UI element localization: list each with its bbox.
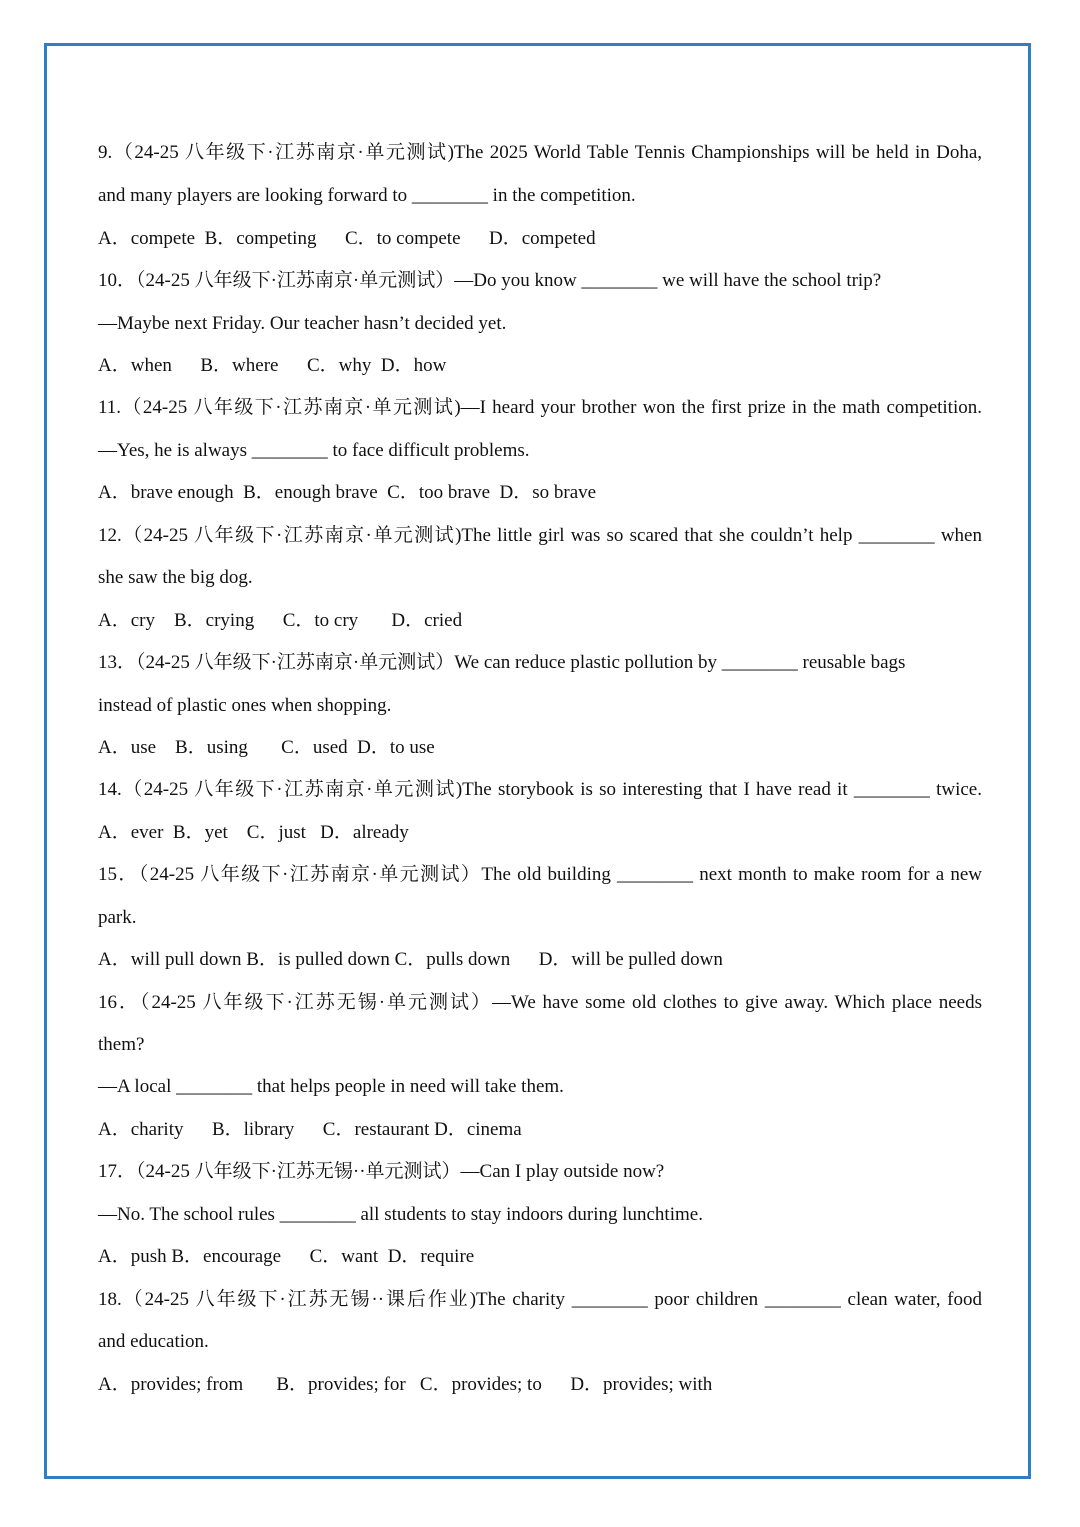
question-9-stem: 9.（24-25 八年级下·江苏南京·单元测试)The 2025 World Table Tennis Championships will be held in Doha, xyxy=(98,142,982,163)
question-18-options: A．provides; from B．provides; for C．provides; to D．provides; with xyxy=(98,1374,713,1395)
question-16-options: A．charity B．library C．restaurant D．cinema xyxy=(98,1119,522,1140)
question-14-stem: 14.（24-25 八年级下·江苏南京·单元测试)The storybook is so interesting that I have read it ________ twice. xyxy=(98,779,982,800)
question-13-stem-cont: instead of plastic ones when shopping. xyxy=(98,695,392,716)
question-12-options: A．cry B．crying C．to cry D．cried xyxy=(98,610,463,631)
question-15-options: A．will pull down B．is pulled down C．pulls down D．will be pulled down xyxy=(98,949,723,970)
question-17-options: A．push B．encourage C．want D．require xyxy=(98,1246,475,1267)
question-9-stem-cont: and many players are looking forward to ________ in the competition. xyxy=(98,185,636,206)
question-18-stem-cont: and education. xyxy=(98,1331,209,1352)
question-15-stem-cont: park. xyxy=(98,907,137,928)
question-11-options: A．brave enough B．enough brave C．too brave D．so brave xyxy=(98,482,597,503)
question-12-stem-cont: she saw the big dog. xyxy=(98,567,253,588)
question-10-options: A．when B．where C．why D．how xyxy=(98,355,447,376)
question-15-stem: 15．（24-25 八年级下·江苏南京·单元测试）The old building ________ next month to make room for a new xyxy=(98,864,982,885)
question-18-stem: 18.（24-25 八年级下·江苏无锡··课后作业)The charity ________ poor children ________ clean water, food xyxy=(98,1289,982,1310)
question-11-stem: 11.（24-25 八年级下·江苏南京·单元测试)—I heard your brother won the first prize in the math competition. xyxy=(98,397,982,418)
question-16-stem-cont2: —A local ________ that helps people in need will take them. xyxy=(98,1076,564,1097)
question-13-options: A．use B．using C．used D．to use xyxy=(98,737,435,758)
question-16-stem: 16．（24-25 八年级下·江苏无锡·单元测试）—We have some old clothes to give away. Which place needs xyxy=(98,992,982,1013)
question-10-stem: 10．（24-25 八年级下·江苏南京·单元测试）—Do you know ________ we will have the school trip? xyxy=(98,270,882,291)
question-17-stem-cont: —No. The school rules ________ all students to stay indoors during lunchtime. xyxy=(98,1204,703,1225)
question-14-options: A．ever B．yet C．just D．already xyxy=(98,822,409,843)
question-17-stem: 17．（24-25 八年级下·江苏无锡··单元测试）—Can I play outside now? xyxy=(98,1161,665,1182)
question-16-stem-cont: them? xyxy=(98,1034,145,1055)
question-13-stem: 13．（24-25 八年级下·江苏南京·单元测试）We can reduce plastic pollution by ________ reusable bags xyxy=(98,652,906,673)
question-9-options: A．compete B．competing C．to compete D．competed xyxy=(98,228,596,249)
question-11-stem-cont: —Yes, he is always ________ to face difficult problems. xyxy=(98,440,530,461)
question-12-stem: 12.（24-25 八年级下·江苏南京·单元测试)The little girl was so scared that she couldn’t help ________ when xyxy=(98,525,982,546)
question-10-stem-cont: —Maybe next Friday. Our teacher hasn’t decided yet. xyxy=(98,313,507,334)
